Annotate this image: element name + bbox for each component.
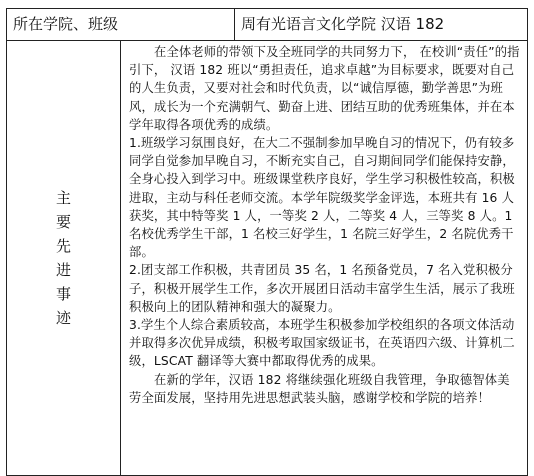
- college-class-label: 所在学院、班级: [7, 9, 235, 41]
- league-branch-paragraph: 2.团支部工作积极，共青团员 35 名，1 名预备党员，7 名入党积极分子，积极开展学生工作，多次开展团日活动丰富学生生活，展示了我班积极向上的团队精神和强大的凝聚力。: [129, 263, 515, 314]
- achievements-row: [7, 41, 528, 476]
- header-row: [7, 9, 528, 41]
- quality-paragraph: 3.学生个人综合素质较高，本班学生积极参加学校组织的各项文体活动并取得多次优异成绩，积极考取国家级证书，在英语四六级、计算机二级，LSCAT 翻译等大赛中都取得优秀的成果。: [129, 318, 515, 369]
- intro-paragraph: 在全体老师的带领下及全班同学的共同努力下， 在校训“责任”的指引下， 汉语 182 班以“勇担责任，追求卓越”为目标要求，既要对自己的人生负责，又要对社会和时代负责，以“诚信厚德，勤学善思”为班风，成长为一个充满朝气、勤奋上进、团结互助的优秀班集体，并在本学年取得各项优秀的成绩。: [129, 45, 520, 132]
- main-achievements-title: [7, 41, 121, 476]
- side-title-char: 事: [55, 285, 71, 303]
- side-title-char: 进: [55, 261, 71, 279]
- college-class-value: 周有光语言文化学院 汉语 182: [235, 9, 528, 41]
- application-form-table: [6, 8, 528, 476]
- study-paragraph: 1.班级学习氛围良好，在大二不强制参加早晚自习的情况下，仍有较多同学自觉参加早晚自习，不断充实自己，自习期间同学们能保持安静，全身心投入到学习中。班级课堂秩序良好，学生学习积极性较高，积极进取，主动与科任老师交流。本学年院级奖学金评选，本班共有 16 人获奖，其中特等奖 1 人，一等奖 2 人，二等奖 4 人，三等奖 8 人。1 名校优秀学生干部，1 名校三好学生，1 名院三好学生，2 名院优秀干部。: [129, 136, 515, 260]
- side-title-char: 要: [55, 213, 71, 231]
- side-title-char: 主: [55, 189, 71, 207]
- side-title-char: 迹: [55, 309, 71, 327]
- side-title-char: 先: [55, 237, 71, 255]
- closing-paragraph: 在新的学年，汉语 182 将继续强化班级自我管理，争取德智体美劳全面发展，坚持用先进思想武装头脑，感谢学校和学院的培养！: [129, 372, 510, 405]
- achievements-content: [121, 41, 528, 476]
